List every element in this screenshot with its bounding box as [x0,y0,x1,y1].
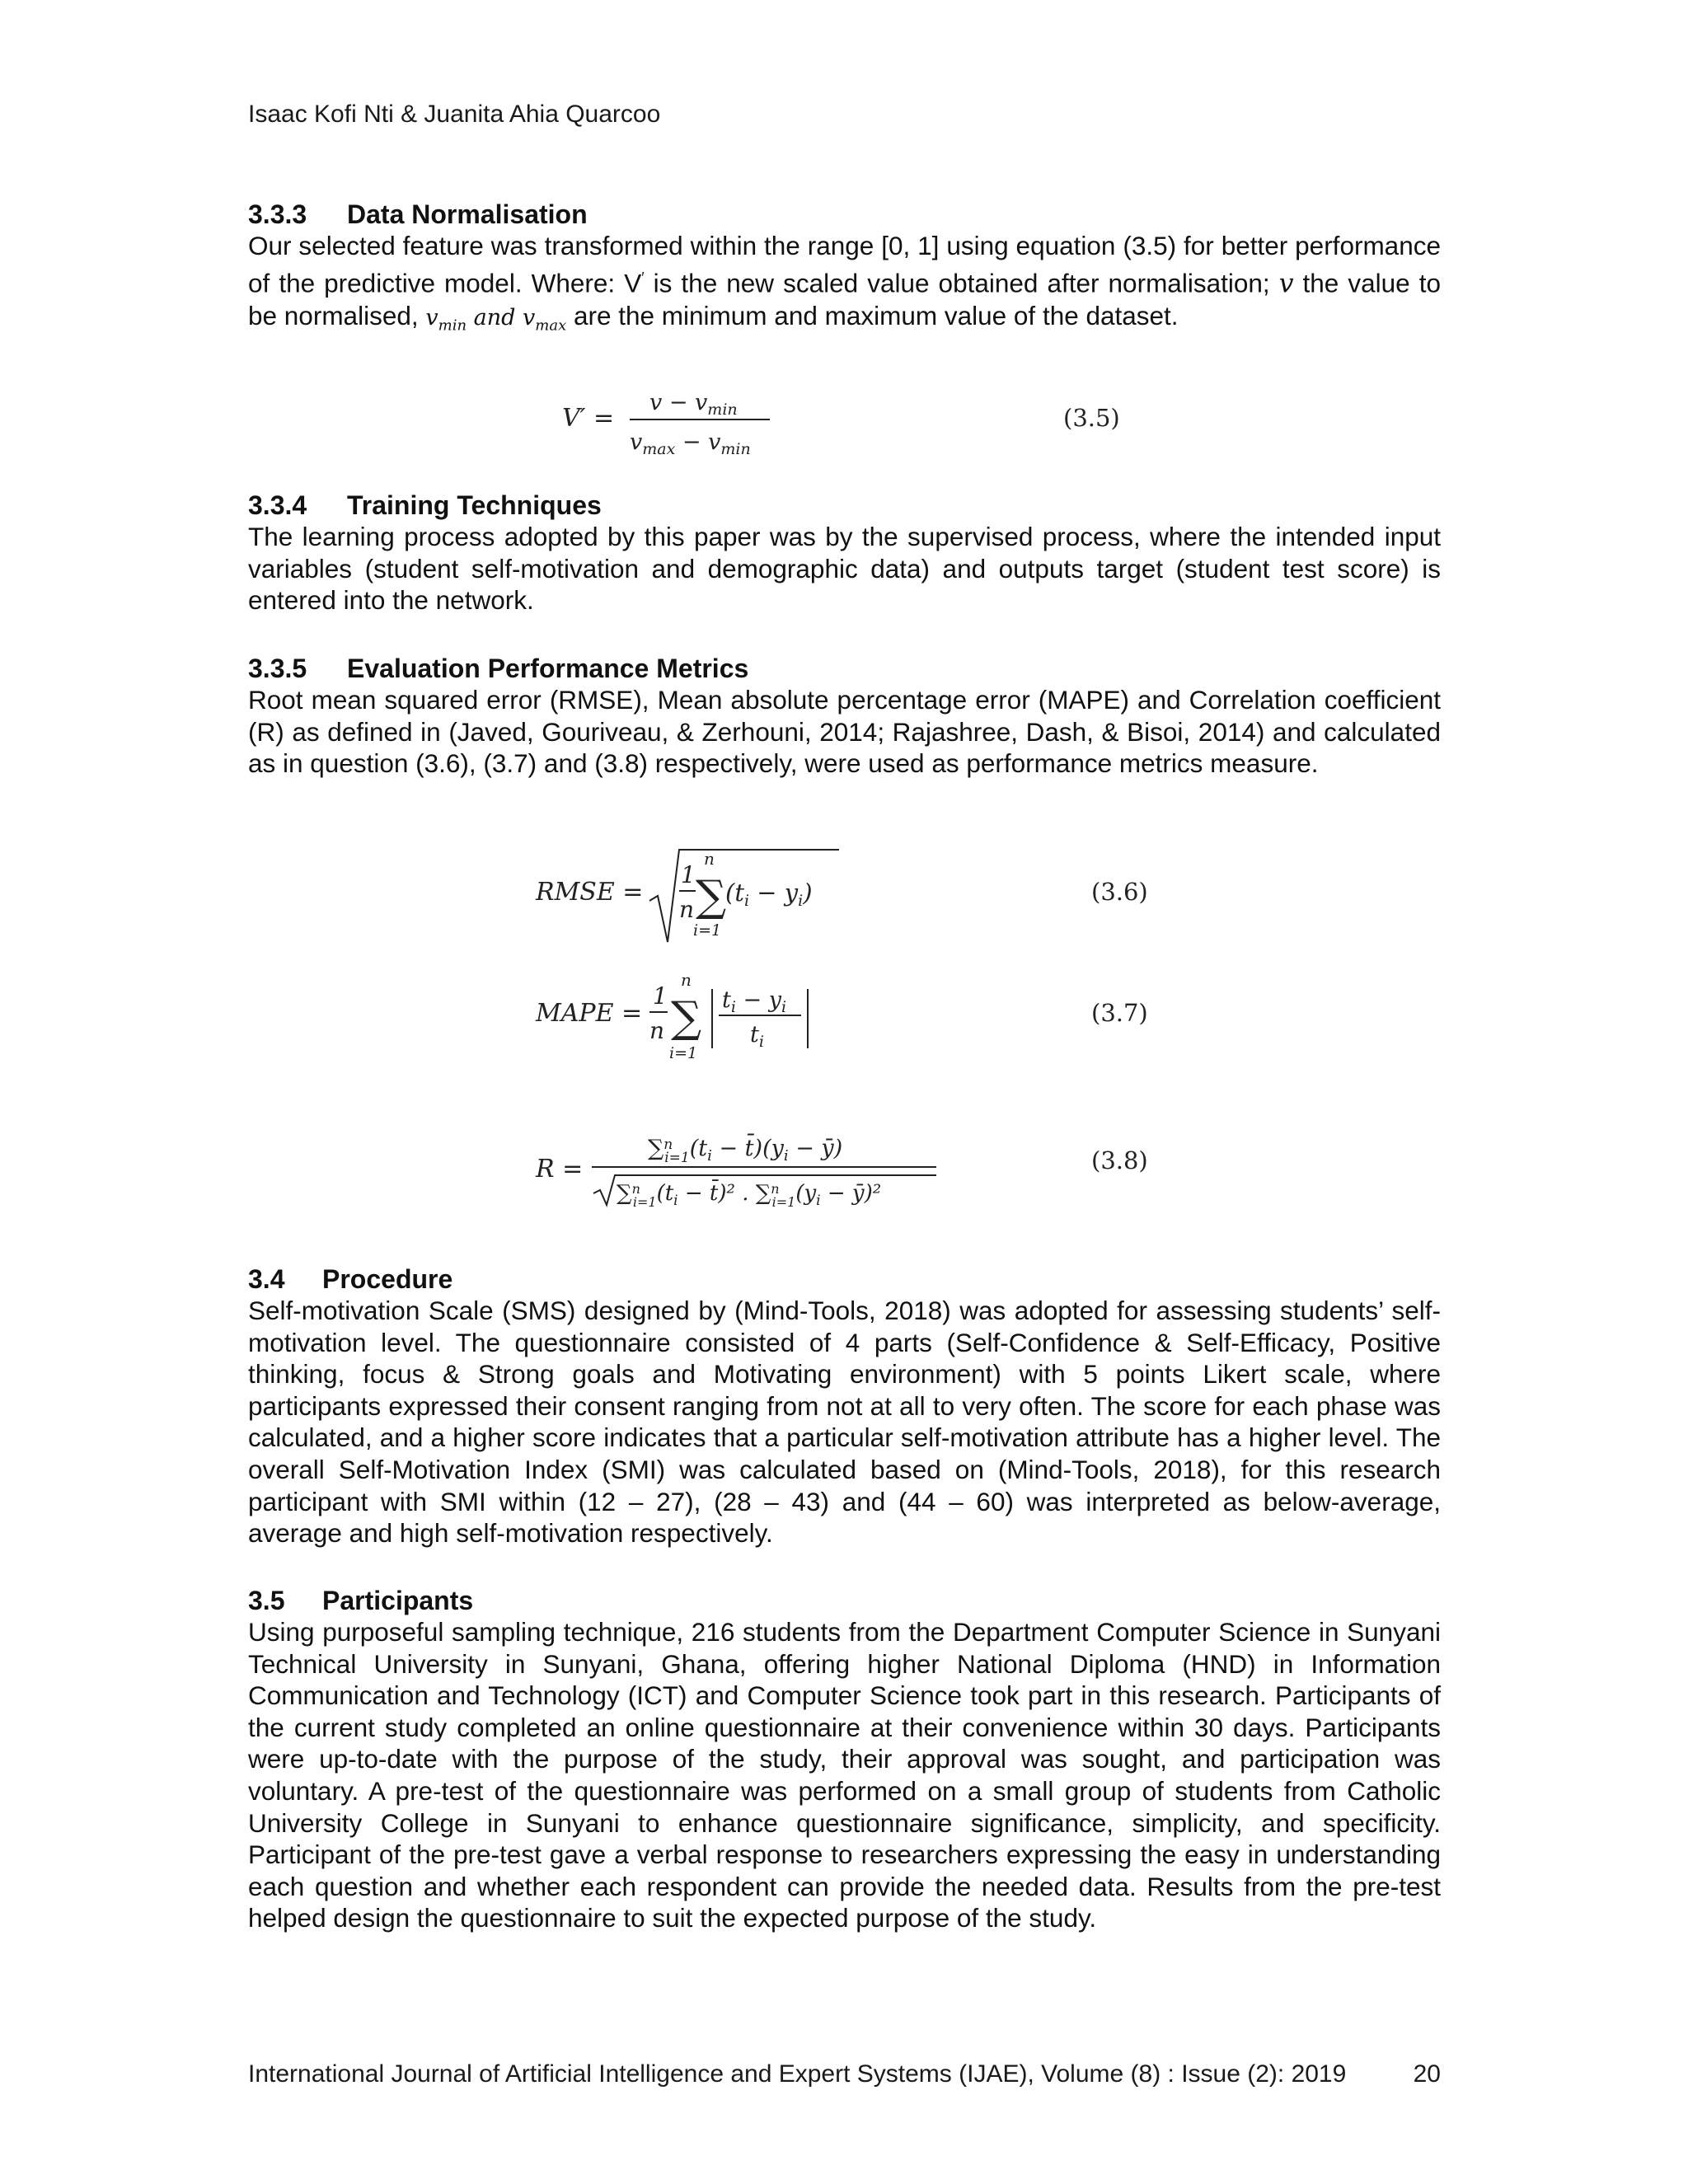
section-heading [248,1263,1441,1295]
page-footer [248,2058,1441,2091]
section-heading [248,490,1441,521]
frac-n: n [679,896,695,923]
eq-denominator: ∑$^n$ $i=1(t_i$ − t̄)² . ∑$^n$ $i=1(y_i$ − ȳ)² [617,1181,882,1210]
section-participants [248,1585,1441,1934]
section-number: 3.3.5 [248,654,307,683]
text-run: Our selected feature was transformed within the range [0, 1] using equation (3.5) for better performance of the predictive model. Where: V [248,231,1441,298]
section-data-normalisation [248,199,1441,342]
sum-upper: n [681,970,692,990]
eq-lhs: V′ = [562,404,615,433]
eq-body: $(t_i - y_i)$ [725,879,813,910]
eq-lhs: R = [536,1155,584,1183]
text-run: the value to be normalised, [248,268,1441,330]
variable-range: $v_{min}$ and $v_{max}$ [425,304,567,335]
frac-one: 1 [653,982,668,1010]
section-paragraph: Root mean squared error (RMSE), Mean absolute percentage error (MAPE) and Correlation coefficient (R) as defined in (Javed, Gouriveau, & Zerhouni, 2014; Rajashree, Dash, & Bisoi, 2014) and calculated as in question (3.6), (3.7) and (3.8) respectively, were used as performance metrics measure. [248,685,1441,779]
eq-numerator: ∑$^n$ $i=1(t_i$ − $t̄)(y_i$ − ȳ) [648,1136,843,1166]
sigma-symbol: ∑ [671,993,702,1043]
section-number: 3.3.4 [248,490,307,520]
variable-v: v [1278,269,1294,299]
sum-upper: n [704,849,715,869]
frac-one: 1 [681,861,696,888]
equation-3-5 [560,383,1137,466]
journal-citation: International Journal of Artificial Intelligence and Expert Systems (IJAE), Volume (8) : Issue (2): 2019 [248,2060,1347,2088]
text-run: are the minimum and maximum value of the dataset. [566,300,1179,330]
abs-denominator: $t_i$ [750,1022,764,1051]
section-training-techniques [248,490,1441,616]
equation-3-8 [534,1121,1177,1228]
running-head-authors: Isaac Kofi Nti & Juanita Ahia Quarcoo [248,101,661,128]
eq-label: (3.8) [1091,1146,1148,1174]
section-number: 3.5 [248,1586,285,1615]
eq-lhs: MAPE = [536,999,643,1028]
section-heading [248,199,1441,230]
page-number: 20 [1413,2060,1441,2088]
section-title: Procedure [322,1264,453,1294]
sigma-symbol: ∑ [696,872,727,921]
eq-numerator: $v - v_{min}$ [649,390,738,419]
section-heading [248,1585,1441,1616]
section-procedure [248,1263,1441,1549]
section-heading [248,653,1441,684]
sum-lower: i=1 [669,1044,698,1062]
section-title: Training Techniques [347,490,602,520]
sum-lower: i=1 [693,921,722,940]
section-paragraph [248,230,1441,342]
prime-mark: ′ [641,269,645,286]
section-title: Participants [322,1586,474,1615]
eq-label: (3.7) [1091,999,1148,1027]
section-title: Data Normalisation [347,199,588,229]
equation-3-7 [534,966,1177,1073]
section-evaluation-metrics [248,653,1441,780]
section-paragraph: Using purposeful sampling technique, 216 students from the Department Computer Science in Sunyani Technical University in Sunyani, Ghana, offering higher National Diploma (HND) in Information Communication and Technology (ICT) and Computer Science took part in this research. Participants of the current study completed an online questionnaire at their convenience within 30 days. Participants were up-to-date with the purpose of the study, their approval was sought, and participation was voluntary. A pre-test of the questionnaire was performed on a small group of students from Catholic University College in Sunyani to enhance questionnaire significance, simplicity, and specificity. Participant of the pre-test gave a verbal response to researchers expressing the easy in understanding each question and whether each respondent can provide the needed data. Results from the pre-test helped design the questionnaire to suit the expected purpose of the study. [248,1617,1441,1933]
equation-3-6 [534,845,1177,952]
section-title: Evaluation Performance Metrics [347,654,749,683]
abs-numerator: $t_i - y_i$ [722,987,787,1016]
section-paragraph: Self-motivation Scale (SMS) designed by (Mind-Tools, 2018) was adopted for assessing students’ self-motivation level. The questionnaire consisted of 4 parts (Self-Confidence & Self-Efficacy, Positive thinking, focus & Strong goals and Motivating environment) with 5 points Likert scale, where participants expressed their consent ranging from not at all to very often. The score for each phase was calculated, and a higher score indicates that a particular self-motivation attribute has a higher level. The overall Self-Motivation Index (SMI) was calculated based on (Mind-Tools, 2018), for this research participant with SMI within (12 – 27), (28 – 43) and (44 – 60) was interpreted as below-average, average and high self-motivation respectively. [248,1296,1441,1549]
section-paragraph: The learning process adopted by this paper was by the supervised process, where the intended input variables (student self-motivation and demographic data) and outputs target (student test score) is entered into the network. [248,522,1441,616]
eq-label: (3.5) [1063,404,1120,432]
section-number: 3.4 [248,1264,285,1294]
eq-lhs: RMSE = [536,878,644,907]
section-number: 3.3.3 [248,199,307,229]
eq-label: (3.6) [1091,878,1148,906]
text-run: is the new scaled value obtained after normalisation; [644,268,1279,298]
eq-denominator: $v_{max} - v_{min}$ [630,429,751,458]
frac-n: n [649,1017,665,1044]
